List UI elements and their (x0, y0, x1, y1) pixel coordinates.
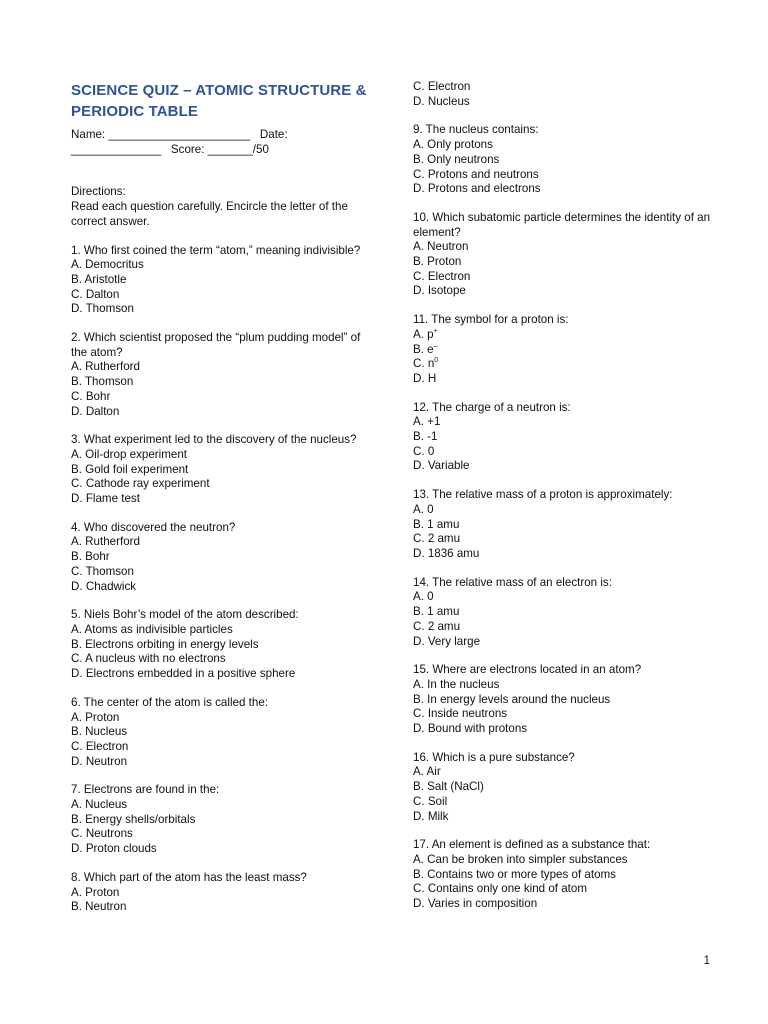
answer-option[interactable]: A. Rutherford (71, 360, 140, 374)
answer-option[interactable]: C. 0 (413, 444, 435, 458)
answer-option[interactable]: B. Proton (413, 255, 462, 269)
option-text: B. e (413, 342, 434, 356)
question-stem: 2. Which scientist proposed the “plum pudding model” of the atom? (71, 331, 361, 359)
answer-option: D. Nucleus (413, 94, 470, 108)
answer-option[interactable]: B. In energy levels around the nucleus (413, 692, 611, 706)
answer-option[interactable]: D. Thomson (71, 302, 134, 316)
answer-option[interactable]: B. -1 (413, 430, 438, 444)
question-stem: 4. Who discovered the neutron? (71, 520, 236, 534)
answer-option[interactable]: A. Only protons (413, 138, 493, 152)
question-stem: 14. The relative mass of an electron is: (413, 575, 612, 589)
answer-option[interactable]: D. Flame test (71, 492, 140, 506)
answer-option[interactable] (413, 328, 713, 343)
answer-option[interactable]: A. Democritus (71, 258, 144, 272)
question-block (413, 576, 713, 650)
answer-option[interactable]: C. Electron (71, 739, 129, 753)
left-question-list (71, 244, 371, 915)
question-stem: 7. Electrons are found in the: (71, 783, 220, 797)
question-stem: 5. Niels Bohr’s model of the atom described: (71, 608, 299, 622)
option-text: A. p (413, 327, 434, 341)
answer-option[interactable]: A. +1 (413, 415, 441, 429)
answer-option[interactable]: B. Aristotle (71, 272, 127, 286)
answer-option[interactable]: C. Soil (413, 794, 448, 808)
page-number: 1 (703, 955, 710, 967)
answer-option[interactable]: C. 2 amu (413, 532, 461, 546)
answer-option[interactable]: D. 1836 amu (413, 546, 480, 560)
answer-option[interactable]: C. Dalton (71, 287, 120, 301)
answer-option[interactable]: D. Varies in composition (413, 897, 538, 911)
question-stem: 13. The relative mass of a proton is approximately: (413, 488, 673, 502)
question-stem: 16. Which is a pure substance? (413, 750, 575, 764)
answer-option[interactable]: A. 0 (413, 590, 434, 604)
question-stem: 12. The charge of a neutron is: (413, 400, 571, 414)
answer-option[interactable]: C. Bohr (71, 389, 111, 403)
question-stem: 8. Which part of the atom has the least mass? (71, 870, 307, 884)
question-stem: 6. The center of the atom is called the: (71, 695, 268, 709)
question-block (413, 488, 713, 562)
answer-option[interactable] (413, 343, 713, 358)
directions-text: Read each question carefully. Encircle the letter of the correct answer. (71, 200, 348, 228)
question-stem: 11. The symbol for a proton is: (413, 313, 569, 327)
question-block (71, 521, 371, 595)
answer-option[interactable]: C. Contains only one kind of atom (413, 882, 588, 896)
question-stem: 17. An element is defined as a substance that: (413, 838, 651, 852)
answer-option[interactable]: D. Chadwick (71, 579, 137, 593)
right-question-list (413, 123, 713, 911)
question-block (71, 783, 371, 857)
answer-option[interactable]: C. Electron (413, 269, 471, 283)
answer-option[interactable]: B. Energy shells/orbitals (71, 812, 196, 826)
answer-option[interactable]: A. Neutron (413, 240, 469, 254)
answer-option[interactable]: C. 2 amu (413, 619, 461, 633)
answer-option[interactable]: C. Thomson (71, 564, 134, 578)
question-block (71, 244, 371, 318)
question-stem: 3. What experiment led to the discovery of the nucleus? (71, 433, 357, 447)
question-8-continued (413, 80, 713, 109)
answer-option[interactable]: A. Nucleus (71, 798, 128, 812)
directions-block (71, 185, 371, 229)
answer-option[interactable]: B. Gold foil experiment (71, 462, 189, 476)
question-block (71, 433, 371, 507)
answer-option[interactable]: A. Atoms as indivisible particles (71, 622, 233, 636)
answer-option[interactable]: B. 1 amu (413, 517, 460, 531)
answer-option[interactable]: A. Proton (71, 885, 120, 899)
answer-option[interactable]: A. Can be broken into simpler substances (413, 852, 628, 866)
answer-option: C. Electron (413, 80, 471, 93)
answer-option[interactable]: B. Bohr (71, 550, 110, 564)
answer-option[interactable]: A. Proton (71, 710, 120, 724)
answer-option[interactable]: B. Neutron (71, 900, 127, 914)
question-block (413, 313, 713, 387)
question-block (71, 331, 371, 419)
answer-option[interactable]: C. Protons and neutrons (413, 167, 539, 181)
answer-option[interactable]: C. Neutrons (71, 827, 133, 841)
answer-option[interactable]: D. Bound with protons (413, 722, 528, 736)
answer-option[interactable]: D. Proton clouds (71, 842, 157, 856)
answer-option[interactable] (413, 357, 713, 372)
answer-option[interactable]: C. Cathode ray experiment (71, 477, 210, 491)
question-block (413, 211, 713, 299)
question-stem: 10. Which subatomic particle determines the identity of an element? (413, 210, 711, 239)
question-block (413, 663, 713, 737)
question-stem: 15. Where are electrons located in an atom? (413, 663, 642, 677)
option-superscript: + (433, 327, 438, 335)
directions-heading: Directions: (71, 185, 126, 199)
option-text: C. n (413, 357, 435, 371)
answer-option[interactable]: C. Inside neutrons (413, 707, 508, 721)
answer-option[interactable]: D. Electrons embedded in a positive sphere (71, 667, 296, 681)
answer-option[interactable]: B. Nucleus (71, 725, 128, 739)
question-block (413, 401, 713, 475)
answer-option[interactable]: B. Thomson (71, 375, 134, 389)
answer-option[interactable]: B. Only neutrons (413, 152, 500, 166)
answer-option[interactable]: D. Protons and electrons (413, 182, 541, 196)
answer-option[interactable]: D. Very large (413, 634, 481, 648)
question-block (71, 871, 371, 915)
answer-option[interactable]: D. Isotope (413, 284, 466, 298)
option-superscript: 0 (434, 357, 439, 365)
answer-option[interactable] (413, 372, 713, 387)
answer-option[interactable]: A. Rutherford (71, 535, 140, 549)
option-text: D. H (413, 371, 437, 385)
answer-option[interactable]: D. Variable (413, 459, 470, 473)
answer-option[interactable]: D. Milk (413, 809, 449, 823)
answer-option[interactable]: C. A nucleus with no electrons (71, 652, 226, 666)
answer-option[interactable]: D. Dalton (71, 404, 120, 418)
question-block (413, 751, 713, 825)
question-block (71, 696, 371, 770)
date-score-line: ______________ Score: _______/50 (71, 142, 269, 156)
answer-option[interactable]: B. Contains two or more types of atoms (413, 867, 616, 881)
answer-option[interactable]: A. Air (413, 765, 441, 779)
answer-option[interactable]: B. 1 amu (413, 605, 460, 619)
option-superscript: – (433, 342, 438, 350)
question-block (413, 123, 713, 197)
quiz-title: SCIENCE QUIZ – ATOMIC STRUCTURE & PERIODIC TABLE (71, 82, 367, 120)
question-stem: 1. Who first coined the term “atom,” meaning indivisible? (71, 243, 361, 257)
question-block (413, 838, 713, 912)
answer-option[interactable]: A. Oil-drop experiment (71, 447, 187, 461)
name-date-line: Name: ______________________ Date: (71, 128, 288, 141)
answer-option[interactable]: D. Neutron (71, 754, 128, 768)
question-block (71, 608, 371, 682)
answer-option[interactable]: B. Electrons orbiting in energy levels (71, 637, 259, 651)
right-column (413, 80, 713, 926)
answer-option[interactable]: B. Salt (NaCl) (413, 780, 484, 794)
answer-option[interactable]: A. In the nucleus (413, 677, 500, 691)
answer-option[interactable]: A. 0 (413, 502, 434, 516)
left-column (71, 80, 371, 929)
question-stem: 9. The nucleus contains: (413, 123, 539, 137)
